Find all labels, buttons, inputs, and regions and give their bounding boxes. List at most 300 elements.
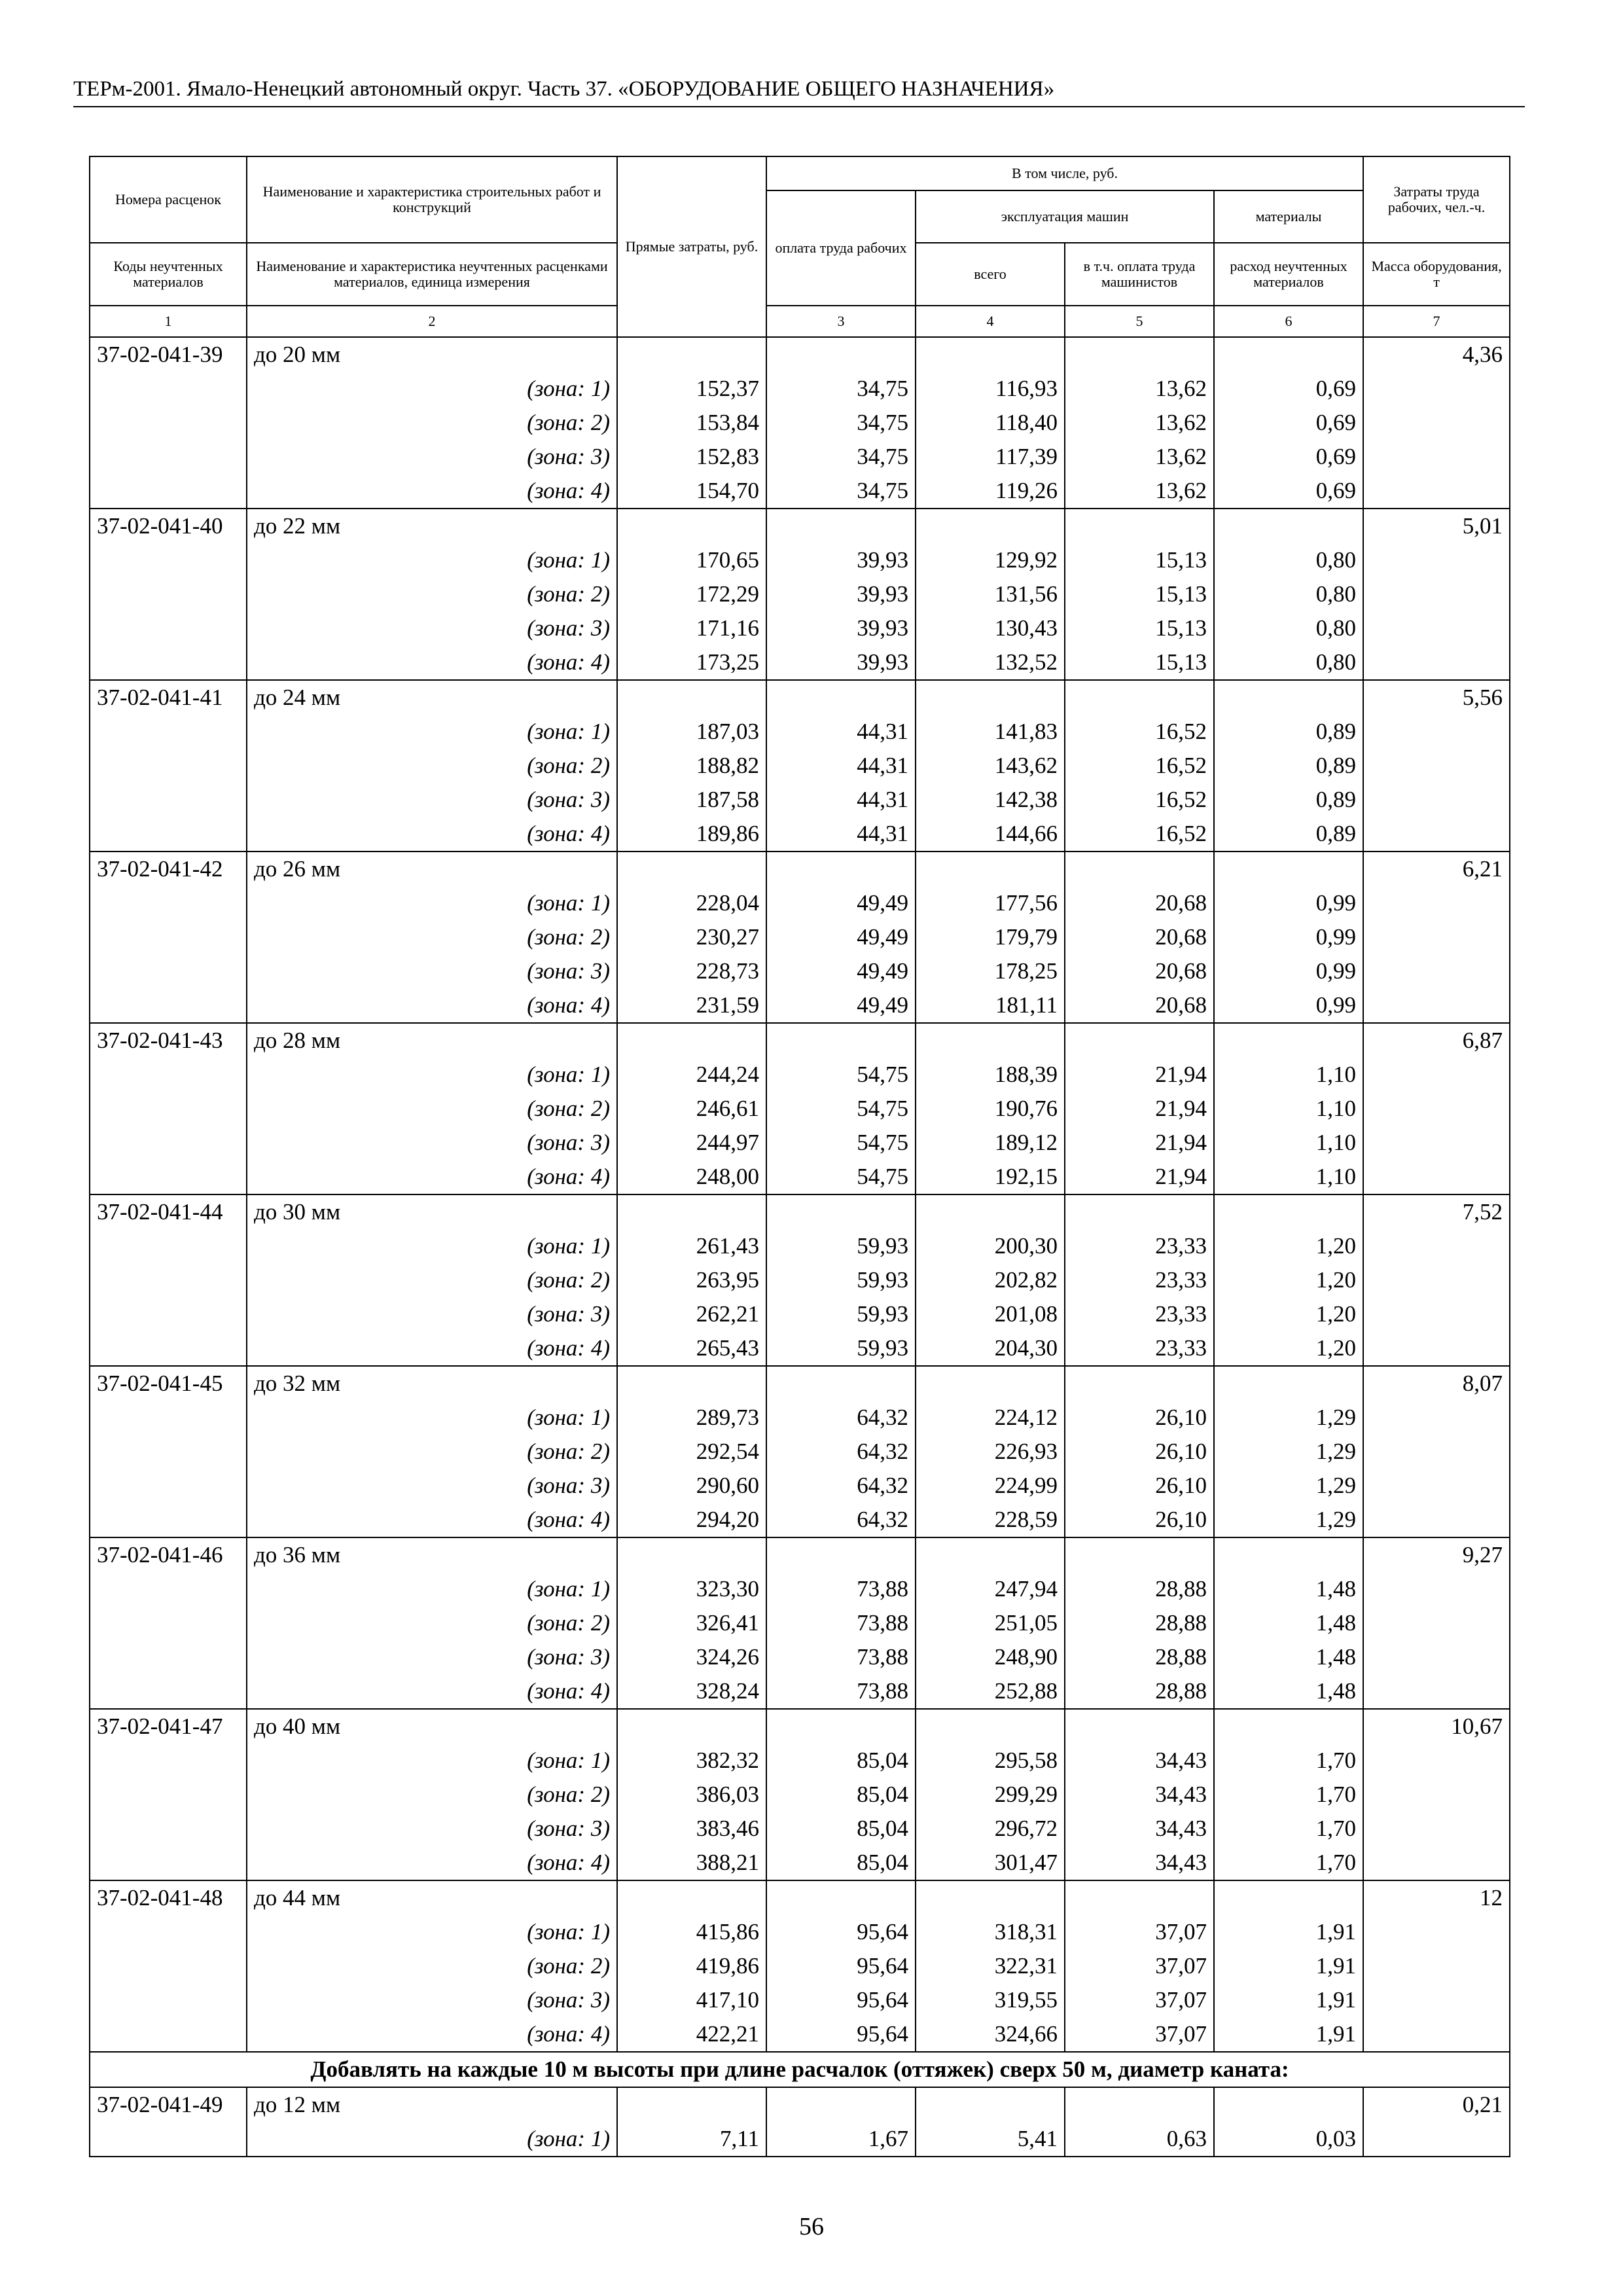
operator-pay: 34,43 xyxy=(1065,1778,1214,1812)
machine-total: 202,82 xyxy=(916,1263,1065,1297)
col-number: 3 xyxy=(766,306,916,337)
empty-cell xyxy=(1363,2122,1510,2157)
empty-cell xyxy=(617,1537,766,1572)
table-row xyxy=(90,543,1510,577)
empty-cell xyxy=(1214,1709,1363,1744)
table-row xyxy=(90,1092,1510,1126)
direct-cost: 292,54 xyxy=(617,1435,766,1469)
machine-total: 116,93 xyxy=(916,372,1065,406)
machine-total: 252,88 xyxy=(916,1674,1065,1709)
machine-total: 296,72 xyxy=(916,1812,1065,1846)
material-use: 1,48 xyxy=(1214,1572,1363,1606)
empty-cell xyxy=(90,954,247,988)
table-row xyxy=(90,1160,1510,1194)
empty-cell xyxy=(90,406,247,440)
empty-cell xyxy=(1363,886,1510,920)
zone-label: (зона: 4) xyxy=(247,2017,617,2052)
empty-cell xyxy=(90,1401,247,1435)
operator-pay: 0,63 xyxy=(1065,2122,1214,2157)
empty-cell xyxy=(916,1880,1065,1915)
labor-mass-value: 4,36 xyxy=(1363,337,1510,372)
table-row xyxy=(90,988,1510,1023)
labor-mass-value: 12 xyxy=(1363,1880,1510,1915)
empty-cell xyxy=(1363,372,1510,406)
empty-cell xyxy=(1363,1674,1510,1709)
empty-cell xyxy=(90,1674,247,1709)
empty-cell xyxy=(1363,920,1510,954)
direct-cost: 289,73 xyxy=(617,1401,766,1435)
col-equipment-mass: Масса оборудования, т xyxy=(1363,243,1510,306)
worker-pay: 95,64 xyxy=(766,1983,916,2017)
direct-cost: 263,95 xyxy=(617,1263,766,1297)
zone-label: (зона: 1) xyxy=(247,886,617,920)
direct-cost: 415,86 xyxy=(617,1915,766,1949)
machine-total: 189,12 xyxy=(916,1126,1065,1160)
empty-cell xyxy=(1214,337,1363,372)
machine-total: 143,62 xyxy=(916,749,1065,783)
direct-cost: 188,82 xyxy=(617,749,766,783)
table-row xyxy=(90,715,1510,749)
empty-cell xyxy=(1214,1366,1363,1401)
table-row xyxy=(90,645,1510,680)
empty-cell xyxy=(90,1435,247,1469)
empty-cell xyxy=(90,1983,247,2017)
operator-pay: 16,52 xyxy=(1065,749,1214,783)
col-rate-numbers: Номера расценок xyxy=(90,156,247,243)
col-materials: материалы xyxy=(1214,190,1363,243)
direct-cost: 248,00 xyxy=(617,1160,766,1194)
operator-pay: 23,33 xyxy=(1065,1297,1214,1331)
col-number: 5 xyxy=(1065,306,1214,337)
empty-cell xyxy=(1363,988,1510,1023)
table-row xyxy=(90,680,1510,715)
empty-cell xyxy=(1363,1331,1510,1366)
page-number: 56 xyxy=(799,2213,824,2240)
table-row xyxy=(90,954,1510,988)
worker-pay: 64,32 xyxy=(766,1435,916,1469)
rate-name: до 28 мм xyxy=(247,1023,617,1058)
table-row xyxy=(90,372,1510,406)
empty-cell xyxy=(1363,1058,1510,1092)
operator-pay: 28,88 xyxy=(1065,1640,1214,1674)
table-row xyxy=(90,1331,1510,1366)
empty-cell xyxy=(90,886,247,920)
zone-label: (зона: 3) xyxy=(247,1469,617,1503)
table-row xyxy=(90,1469,1510,1503)
operator-pay: 26,10 xyxy=(1065,1401,1214,1435)
machine-total: 192,15 xyxy=(916,1160,1065,1194)
empty-cell xyxy=(90,749,247,783)
empty-cell xyxy=(1363,715,1510,749)
material-use: 1,10 xyxy=(1214,1058,1363,1092)
operator-pay: 28,88 xyxy=(1065,1572,1214,1606)
empty-cell xyxy=(1363,1812,1510,1846)
empty-cell xyxy=(1214,1194,1363,1229)
machine-total: 301,47 xyxy=(916,1846,1065,1880)
machine-total: 142,38 xyxy=(916,783,1065,817)
operator-pay: 20,68 xyxy=(1065,920,1214,954)
rate-code: 37-02-041-48 xyxy=(90,1880,247,1915)
direct-cost: 152,37 xyxy=(617,372,766,406)
col-number: 4 xyxy=(916,306,1065,337)
empty-cell xyxy=(1363,440,1510,474)
worker-pay: 49,49 xyxy=(766,988,916,1023)
worker-pay: 1,67 xyxy=(766,2122,916,2157)
material-use: 1,91 xyxy=(1214,1915,1363,1949)
material-use: 1,20 xyxy=(1214,1229,1363,1263)
empty-cell xyxy=(1363,1297,1510,1331)
table-row xyxy=(90,1435,1510,1469)
machine-total: 251,05 xyxy=(916,1606,1065,1640)
material-use: 0,80 xyxy=(1214,645,1363,680)
rate-code: 37-02-041-42 xyxy=(90,852,247,886)
col-labor-cost: Затраты труда рабочих, чел.-ч. xyxy=(1363,156,1510,243)
direct-cost: 417,10 xyxy=(617,1983,766,2017)
operator-pay: 23,33 xyxy=(1065,1331,1214,1366)
material-use: 0,03 xyxy=(1214,2122,1363,2157)
col-operator-pay: в т.ч. оплата труда машинистов xyxy=(1065,243,1214,306)
worker-pay: 59,93 xyxy=(766,1297,916,1331)
empty-cell xyxy=(90,1092,247,1126)
empty-cell xyxy=(1363,1949,1510,1983)
rates-table xyxy=(89,156,1510,2157)
col-included: В том числе, руб. xyxy=(766,156,1363,190)
empty-cell xyxy=(90,1949,247,1983)
direct-cost: 328,24 xyxy=(617,1674,766,1709)
material-use: 1,20 xyxy=(1214,1331,1363,1366)
zone-label: (зона: 3) xyxy=(247,783,617,817)
zone-label: (зона: 2) xyxy=(247,577,617,611)
zone-label: (зона: 4) xyxy=(247,1331,617,1366)
material-use: 0,69 xyxy=(1214,474,1363,509)
worker-pay: 44,31 xyxy=(766,749,916,783)
material-use: 1,20 xyxy=(1214,1297,1363,1331)
direct-cost: 244,97 xyxy=(617,1126,766,1160)
table-row xyxy=(90,2017,1510,2052)
empty-cell xyxy=(1065,1366,1214,1401)
empty-cell xyxy=(766,1880,916,1915)
direct-cost: 230,27 xyxy=(617,920,766,954)
empty-cell xyxy=(617,1366,766,1401)
empty-cell xyxy=(766,1366,916,1401)
zone-label: (зона: 1) xyxy=(247,2122,617,2157)
table-row xyxy=(90,1949,1510,1983)
empty-cell xyxy=(1214,1537,1363,1572)
rate-code: 37-02-041-44 xyxy=(90,1194,247,1229)
worker-pay: 64,32 xyxy=(766,1503,916,1537)
machine-total: 299,29 xyxy=(916,1778,1065,1812)
material-use: 0,89 xyxy=(1214,817,1363,852)
zone-label: (зона: 2) xyxy=(247,1949,617,1983)
worker-pay: 44,31 xyxy=(766,817,916,852)
direct-cost: 386,03 xyxy=(617,1778,766,1812)
material-use: 0,89 xyxy=(1214,715,1363,749)
empty-cell xyxy=(90,1572,247,1606)
empty-cell xyxy=(1363,645,1510,680)
material-use: 0,69 xyxy=(1214,440,1363,474)
rate-code: 37-02-041-49 xyxy=(90,2087,247,2122)
empty-cell xyxy=(90,1058,247,1092)
material-use: 0,99 xyxy=(1214,920,1363,954)
operator-pay: 26,10 xyxy=(1065,1503,1214,1537)
empty-cell xyxy=(1065,1194,1214,1229)
table-row xyxy=(90,1983,1510,2017)
direct-cost: 383,46 xyxy=(617,1812,766,1846)
header-rule xyxy=(73,106,1525,107)
labor-mass-value: 6,87 xyxy=(1363,1023,1510,1058)
col-number: 6 xyxy=(1214,306,1363,337)
table-row xyxy=(90,1674,1510,1709)
operator-pay: 21,94 xyxy=(1065,1126,1214,1160)
worker-pay: 73,88 xyxy=(766,1674,916,1709)
empty-cell xyxy=(1363,1126,1510,1160)
material-use: 1,20 xyxy=(1214,1263,1363,1297)
empty-cell xyxy=(617,337,766,372)
empty-cell xyxy=(617,1023,766,1058)
material-use: 0,99 xyxy=(1214,954,1363,988)
machine-total: 179,79 xyxy=(916,920,1065,954)
direct-cost: 189,86 xyxy=(617,817,766,852)
empty-cell xyxy=(1065,1023,1214,1058)
empty-cell xyxy=(766,337,916,372)
empty-cell xyxy=(90,1915,247,1949)
direct-cost: 323,30 xyxy=(617,1572,766,1606)
empty-cell xyxy=(90,577,247,611)
worker-pay: 34,75 xyxy=(766,406,916,440)
labor-mass-value: 10,67 xyxy=(1363,1709,1510,1744)
material-use: 0,99 xyxy=(1214,988,1363,1023)
operator-pay: 15,13 xyxy=(1065,645,1214,680)
operator-pay: 34,43 xyxy=(1065,1812,1214,1846)
table-row xyxy=(90,920,1510,954)
rate-code: 37-02-041-47 xyxy=(90,1709,247,1744)
worker-pay: 49,49 xyxy=(766,920,916,954)
table-row xyxy=(90,1778,1510,1812)
zone-label: (зона: 4) xyxy=(247,645,617,680)
table-row xyxy=(90,1709,1510,1744)
empty-cell xyxy=(617,509,766,543)
empty-cell xyxy=(617,1880,766,1915)
zone-label: (зона: 1) xyxy=(247,1229,617,1263)
empty-cell xyxy=(90,1812,247,1846)
empty-cell xyxy=(90,440,247,474)
machine-total: 319,55 xyxy=(916,1983,1065,2017)
machine-total: 144,66 xyxy=(916,817,1065,852)
operator-pay: 21,94 xyxy=(1065,1058,1214,1092)
table-row xyxy=(90,1812,1510,1846)
empty-cell xyxy=(617,1194,766,1229)
direct-cost: 262,21 xyxy=(617,1297,766,1331)
machine-total: 177,56 xyxy=(916,886,1065,920)
rate-name: до 26 мм xyxy=(247,852,617,886)
rate-name: до 32 мм xyxy=(247,1366,617,1401)
col-work-name: Наименование и характеристика строительных работ и конструкций xyxy=(247,156,617,243)
empty-cell xyxy=(766,1194,916,1229)
empty-cell xyxy=(90,988,247,1023)
rate-code: 37-02-041-41 xyxy=(90,680,247,715)
worker-pay: 44,31 xyxy=(766,783,916,817)
zone-label: (зона: 3) xyxy=(247,440,617,474)
material-use: 0,80 xyxy=(1214,577,1363,611)
table-row xyxy=(90,2087,1510,2122)
machine-total: 5,41 xyxy=(916,2122,1065,2157)
table-row xyxy=(90,440,1510,474)
direct-cost: 231,59 xyxy=(617,988,766,1023)
empty-cell xyxy=(1363,1263,1510,1297)
rate-code: 37-02-041-43 xyxy=(90,1023,247,1058)
direct-cost: 388,21 xyxy=(617,1846,766,1880)
operator-pay: 20,68 xyxy=(1065,954,1214,988)
direct-cost: 244,24 xyxy=(617,1058,766,1092)
empty-cell xyxy=(916,852,1065,886)
col-total: всего xyxy=(916,243,1065,306)
col-worker-pay: оплата труда рабочих xyxy=(766,190,916,306)
operator-pay: 37,07 xyxy=(1065,1949,1214,1983)
empty-cell xyxy=(90,783,247,817)
labor-mass-value: 8,07 xyxy=(1363,1366,1510,1401)
worker-pay: 54,75 xyxy=(766,1058,916,1092)
machine-total: 181,11 xyxy=(916,988,1065,1023)
zone-label: (зона: 4) xyxy=(247,1846,617,1880)
direct-cost: 7,11 xyxy=(617,2122,766,2157)
empty-cell xyxy=(90,1263,247,1297)
machine-total: 295,58 xyxy=(916,1744,1065,1778)
worker-pay: 95,64 xyxy=(766,2017,916,2052)
empty-cell xyxy=(1065,509,1214,543)
empty-cell xyxy=(1214,1880,1363,1915)
worker-pay: 85,04 xyxy=(766,1778,916,1812)
zone-label: (зона: 1) xyxy=(247,1401,617,1435)
operator-pay: 37,07 xyxy=(1065,1915,1214,1949)
material-use: 0,99 xyxy=(1214,886,1363,920)
direct-cost: 246,61 xyxy=(617,1092,766,1126)
material-use: 1,48 xyxy=(1214,1674,1363,1709)
empty-cell xyxy=(1363,1401,1510,1435)
empty-cell xyxy=(1065,1880,1214,1915)
material-use: 1,48 xyxy=(1214,1606,1363,1640)
zone-label: (зона: 1) xyxy=(247,1058,617,1092)
empty-cell xyxy=(90,372,247,406)
zone-label: (зона: 4) xyxy=(247,988,617,1023)
worker-pay: 73,88 xyxy=(766,1606,916,1640)
col-number: 1 xyxy=(90,306,247,337)
operator-pay: 26,10 xyxy=(1065,1435,1214,1469)
table-row xyxy=(90,1058,1510,1092)
worker-pay: 85,04 xyxy=(766,1744,916,1778)
worker-pay: 44,31 xyxy=(766,715,916,749)
empty-cell xyxy=(90,715,247,749)
empty-cell xyxy=(1214,2087,1363,2122)
machine-total: 228,59 xyxy=(916,1503,1065,1537)
machine-total: 131,56 xyxy=(916,577,1065,611)
empty-cell xyxy=(1065,337,1214,372)
empty-cell xyxy=(1363,1983,1510,2017)
empty-cell xyxy=(916,1709,1065,1744)
table-body xyxy=(90,337,1510,2157)
machine-total: 204,30 xyxy=(916,1331,1065,1366)
table-row xyxy=(90,1503,1510,1537)
empty-cell xyxy=(916,1023,1065,1058)
zone-label: (зона: 3) xyxy=(247,954,617,988)
operator-pay: 13,62 xyxy=(1065,474,1214,509)
empty-cell xyxy=(1363,954,1510,988)
direct-cost: 153,84 xyxy=(617,406,766,440)
table-row xyxy=(90,1880,1510,1915)
empty-cell xyxy=(1363,543,1510,577)
empty-cell xyxy=(90,1846,247,1880)
material-use: 1,70 xyxy=(1214,1778,1363,1812)
empty-cell xyxy=(90,1640,247,1674)
zone-label: (зона: 4) xyxy=(247,1503,617,1537)
empty-cell xyxy=(1363,1846,1510,1880)
operator-pay: 34,43 xyxy=(1065,1846,1214,1880)
worker-pay: 59,93 xyxy=(766,1263,916,1297)
rate-name: до 30 мм xyxy=(247,1194,617,1229)
table-row xyxy=(90,852,1510,886)
material-use: 1,91 xyxy=(1214,2017,1363,2052)
zone-label: (зона: 3) xyxy=(247,1812,617,1846)
machine-total: 117,39 xyxy=(916,440,1065,474)
table-row xyxy=(90,1366,1510,1401)
table-row xyxy=(90,577,1510,611)
operator-pay: 28,88 xyxy=(1065,1606,1214,1640)
table-row xyxy=(90,1606,1510,1640)
empty-cell xyxy=(916,509,1065,543)
empty-cell xyxy=(766,2087,916,2122)
empty-cell xyxy=(617,852,766,886)
material-use: 1,29 xyxy=(1214,1469,1363,1503)
rate-code: 37-02-041-40 xyxy=(90,509,247,543)
direct-cost: 382,32 xyxy=(617,1744,766,1778)
col-number: 7 xyxy=(1363,306,1510,337)
operator-pay: 21,94 xyxy=(1065,1092,1214,1126)
worker-pay: 54,75 xyxy=(766,1092,916,1126)
direct-cost: 172,29 xyxy=(617,577,766,611)
material-use: 0,89 xyxy=(1214,783,1363,817)
empty-cell xyxy=(1214,509,1363,543)
table-row xyxy=(90,337,1510,372)
zone-label: (зона: 3) xyxy=(247,1640,617,1674)
labor-mass-value: 7,52 xyxy=(1363,1194,1510,1229)
direct-cost: 171,16 xyxy=(617,611,766,645)
direct-cost: 228,73 xyxy=(617,954,766,988)
empty-cell xyxy=(916,337,1065,372)
empty-cell xyxy=(916,680,1065,715)
direct-cost: 294,20 xyxy=(617,1503,766,1537)
empty-cell xyxy=(617,680,766,715)
table-row xyxy=(90,2122,1510,2157)
table-row xyxy=(90,1023,1510,1058)
material-use: 1,29 xyxy=(1214,1435,1363,1469)
material-use: 1,10 xyxy=(1214,1126,1363,1160)
empty-cell xyxy=(1214,680,1363,715)
empty-cell xyxy=(1363,1469,1510,1503)
direct-cost: 170,65 xyxy=(617,543,766,577)
col-material-codes: Коды неучтенных материалов xyxy=(90,243,247,306)
rate-name: до 20 мм xyxy=(247,337,617,372)
worker-pay: 34,75 xyxy=(766,372,916,406)
direct-cost: 326,41 xyxy=(617,1606,766,1640)
operator-pay: 15,13 xyxy=(1065,543,1214,577)
operator-pay: 26,10 xyxy=(1065,1469,1214,1503)
machine-total: 248,90 xyxy=(916,1640,1065,1674)
direct-cost: 173,25 xyxy=(617,645,766,680)
machine-total: 226,93 xyxy=(916,1435,1065,1469)
material-use: 1,10 xyxy=(1214,1092,1363,1126)
col-number: 2 xyxy=(247,306,617,337)
table-row xyxy=(90,1846,1510,1880)
rate-code: 37-02-041-39 xyxy=(90,337,247,372)
